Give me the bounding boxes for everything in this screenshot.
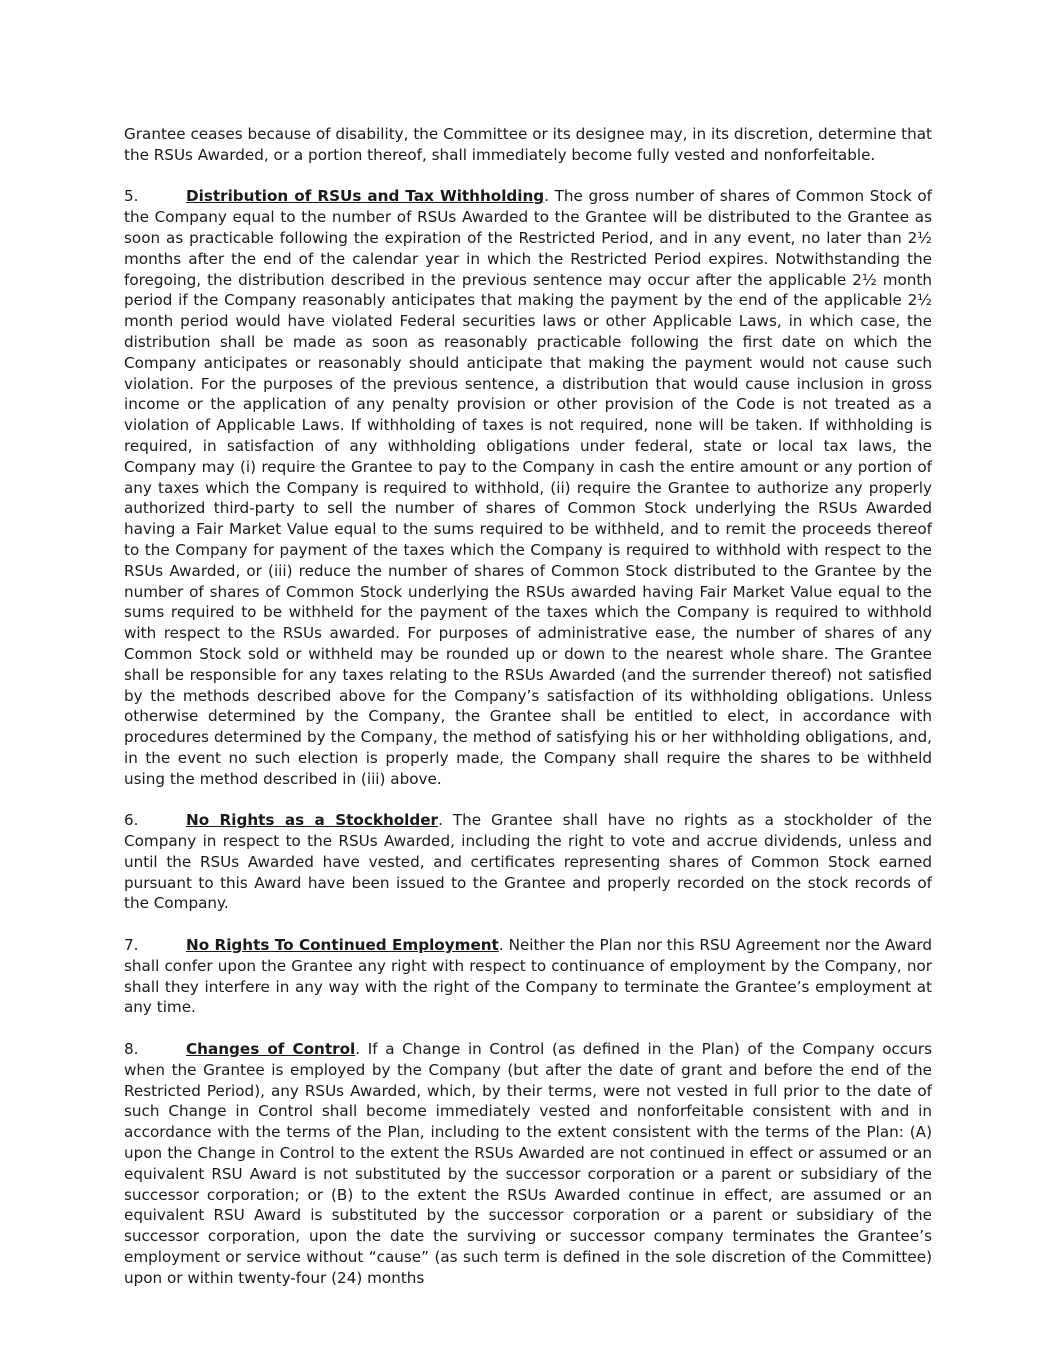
section-number: 8.	[124, 1040, 139, 1059]
section-text: . Neither the Plan nor this RSU Agreement nor the Award shall confer upon the Grantee any right with respect to continuance of employment by the Company, nor shall they interfere in any way with the right of the Company to terminate the Grantee’s employment at any time.	[124, 936, 933, 1017]
section-heading: Distribution of RSUs and Tax Withholding	[186, 187, 545, 206]
section-text: . The gross number of shares of Common Stock of the Company equal to the number of RSUs Awarded to the Grantee will be distributed to the Grantee as soon as practicable following the expiration of the Restricted Period, and in any event, no later than 2½ months after the end of the calendar year in which the Restricted Period expires. Notwithstanding the foregoing, the distribution described in the previous sentence may occur after the applicable 2½ month period if the Company reasonably anticipates that making the payment by the end of the applicable 2½ month period would have violated Federal securities laws or other Applicable Laws, in which case, the distribution shall be made as soon as reasonably practicable following the first date on which the Company anticipates or reasonably should anticipate that making the payment would not cause such violation. For the purposes of the previous sentence, a distribution that would cause inclusion in gross income or the application of any penalty provision or other provision of the Code is not treated as a violation of Applicable Laws. If withholding of taxes is not required, none will be taken. If withholding is required, in satisfaction of any withholding obligations under federal, state or local tax laws, the Company may (i) require the Grantee to pay to the Company in cash the entire amount or any portion of any taxes which the Company is required to withhold, (ii) require the Grantee to authorize any properly authorized third-party to sell the number of shares of Common Stock underlying the RSUs Awarded having a Fair Market Value equal to the sums required to be withheld, and to remit the proceeds thereof to the Company for payment of the taxes which the Company is required to withhold with respect to the RSUs Awarded, or (iii) reduce the number of shares of Common Stock distributed to the Grantee by the number of shares of Common Stock underlying the RSUs awarded having Fair Market Value equal to the sums required to be withheld for the payment of the taxes which the Company is required to withhold with respect to the RSUs awarded. For purposes of administrative ease, the number of shares of any Common Stock sold or withheld may be rounded up or down to the nearest whole share. The Grantee shall be responsible for any taxes relating to the RSUs Awarded (and the surrender thereof) not satisfied by the methods described above for the Company’s satisfaction of its withholding obligations. Unless otherwise determined by the Company, the Grantee shall be entitled to elect, in accordance with procedures determined by the Company, the method of satisfying his or her withholding obligations, and, in the event no such election is properly made, the Company shall require the shares to be withheld using the method described in (iii) above.	[124, 187, 932, 788]
section-number: 5.	[124, 187, 139, 206]
section-heading: No Rights as a Stockholder	[186, 811, 439, 830]
intro-paragraph: Grantee ceases because of disability, the Committee or its designee may, in its discretion, determine that the RSUs Awarded, or a portion thereof, shall immediately become fully vested and nonforfeitable.	[124, 125, 932, 164]
section-5	[124, 186, 932, 789]
section-6	[124, 810, 932, 914]
section-heading: No Rights To Continued Employment	[186, 936, 499, 955]
document-page	[124, 124, 932, 1309]
section-text: . If a Change in Control (as defined in the Plan) of the Company occurs when the Grantee is employed by the Company (but after the date of grant and before the end of the Restricted Period), any RSUs Awarded, which, by their terms, were not vested in full prior to the date of such Change in Control shall become immediately vested and nonforfeitable consistent with and in accordance with the terms of the Plan, including to the extent consistent with the terms of the Plan: (A) upon the Change in Control to the extent the RSUs Awarded are not continued in effect or assumed or an equivalent RSU Award is not substituted by the successor corporation or a parent or subsidiary of the successor corporation; or (B) to the extent the RSUs Awarded continue in effect, are assumed or an equivalent RSU Award is substituted by the successor corporation or a parent or subsidiary of the successor corporation, upon the date the surviving or successor company terminates the Grantee’s employment or service without “cause” (as such term is defined in the sole discretion of the Committee) upon or within twenty-four (24) months	[124, 1040, 932, 1287]
section-heading: Changes of Control	[186, 1040, 356, 1059]
section-7	[124, 935, 932, 1018]
section-number: 7.	[124, 936, 139, 955]
section-8	[124, 1039, 932, 1289]
section-number: 6.	[124, 811, 139, 830]
section-text: . The Grantee shall have no rights as a stockholder of the Company in respect to the RSUs Awarded, including the right to vote and accrue dividends, unless and until the RSUs Awarded have vested, and certificates representing shares of Common Stock earned pursuant to this Award have been issued to the Grantee and properly recorded on the stock records of the Company.	[124, 811, 932, 913]
